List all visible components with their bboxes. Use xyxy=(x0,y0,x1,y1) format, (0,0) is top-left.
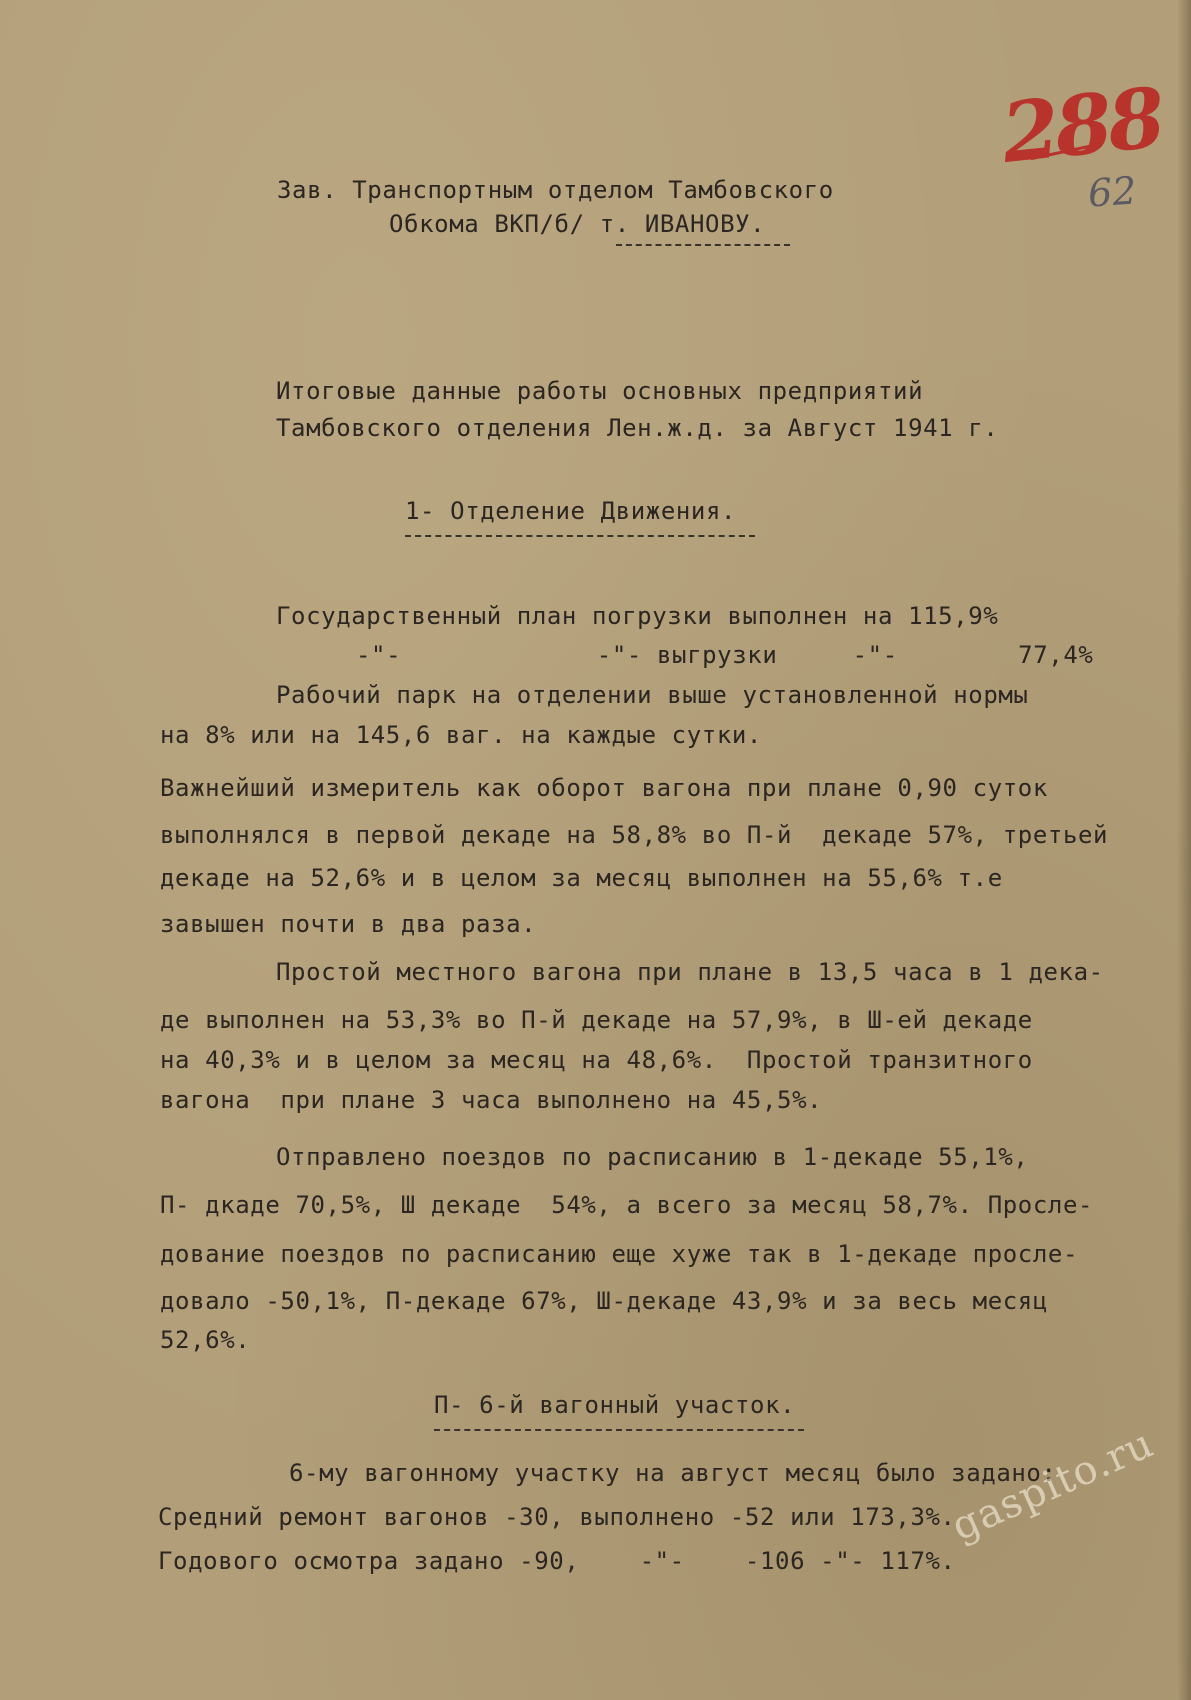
text-line: -"- -"- выгрузки -"- 77,4% xyxy=(356,641,1094,669)
site-watermark: gaspito.ru xyxy=(945,1420,1161,1551)
section-1-heading: 1- Отделение Движения. xyxy=(405,497,737,525)
text-line: на 8% или на 145,6 ваг. на каждые сутки. xyxy=(160,721,762,749)
text-line: Важнейший измеритель как оборот вагона при плане 0,90 суток xyxy=(160,774,1048,802)
text-line: Государственный план погрузки выполнен на 115,9% xyxy=(276,602,999,630)
text-line: Простой местного вагона при плане в 13,5 часа в 1 дека- xyxy=(276,958,1104,986)
addressee-line-1: Зав. Транспортным отделом Тамбовского xyxy=(277,176,834,204)
text-line: 52,6%. xyxy=(160,1326,251,1354)
section-2-underline xyxy=(434,1429,804,1431)
text-line: вагона при плане 3 часа выполнено на 45,5%. xyxy=(160,1086,823,1114)
addressee-underline xyxy=(616,244,790,246)
title-line-2: Тамбовского отделения Лен.ж.д. за Август 1941 г. xyxy=(276,414,999,442)
text-line: 6-му вагонному участку на август месяц было задано: xyxy=(289,1459,1057,1487)
text-line: П- дкаде 70,5%, Ш декаде 54%, а всего за месяц 58,7%. Просле- xyxy=(160,1191,1094,1219)
text-line: на 40,3% и в целом за месяц на 48,6%. Простой транзитного xyxy=(160,1046,1033,1074)
section-1-underline xyxy=(405,535,755,537)
title-line-1: Итоговые данные работы основных предприятий xyxy=(276,377,924,405)
text-line: Годового осмотра задано -90, -"- -106 -"- 117%. xyxy=(158,1547,956,1575)
text-line: Отправлено поездов по расписанию в 1-декаде 55,1%, xyxy=(276,1143,1029,1171)
addressee-line-2: Обкома ВКП/б/ т. ИВАНОВУ. xyxy=(389,210,766,238)
page-edge-shadow xyxy=(1177,0,1191,1700)
text-line: завышен почти в два раза. xyxy=(160,910,537,938)
text-line: де выполнен на 53,3% во П-й декаде на 57,9%, в Ш-ей декаде xyxy=(160,1006,1033,1034)
text-line: дование поездов по расписанию еще хуже так в 1-декаде просле- xyxy=(160,1240,1079,1268)
section-2-heading: П- 6-й вагонный участок. xyxy=(434,1391,796,1419)
text-line: Рабочий парк на отделении выше установленной нормы xyxy=(276,681,1029,709)
text-line: декаде на 52,6% и в целом за месяц выполнен на 55,6% т.е xyxy=(160,864,1003,892)
text-line: выполнялся в первой декаде на 58,8% во П-й декаде 57%, третьей xyxy=(160,821,1109,849)
text-line: Средний ремонт вагонов -30, выполнено -52 или 173,3%. xyxy=(158,1503,956,1531)
text-line: довало -50,1%, П-декаде 67%, Ш-декаде 43,9% и за весь месяц xyxy=(160,1287,1048,1315)
folio-number: 62 xyxy=(1086,168,1138,216)
archive-number-stamp: 288 xyxy=(997,69,1166,183)
